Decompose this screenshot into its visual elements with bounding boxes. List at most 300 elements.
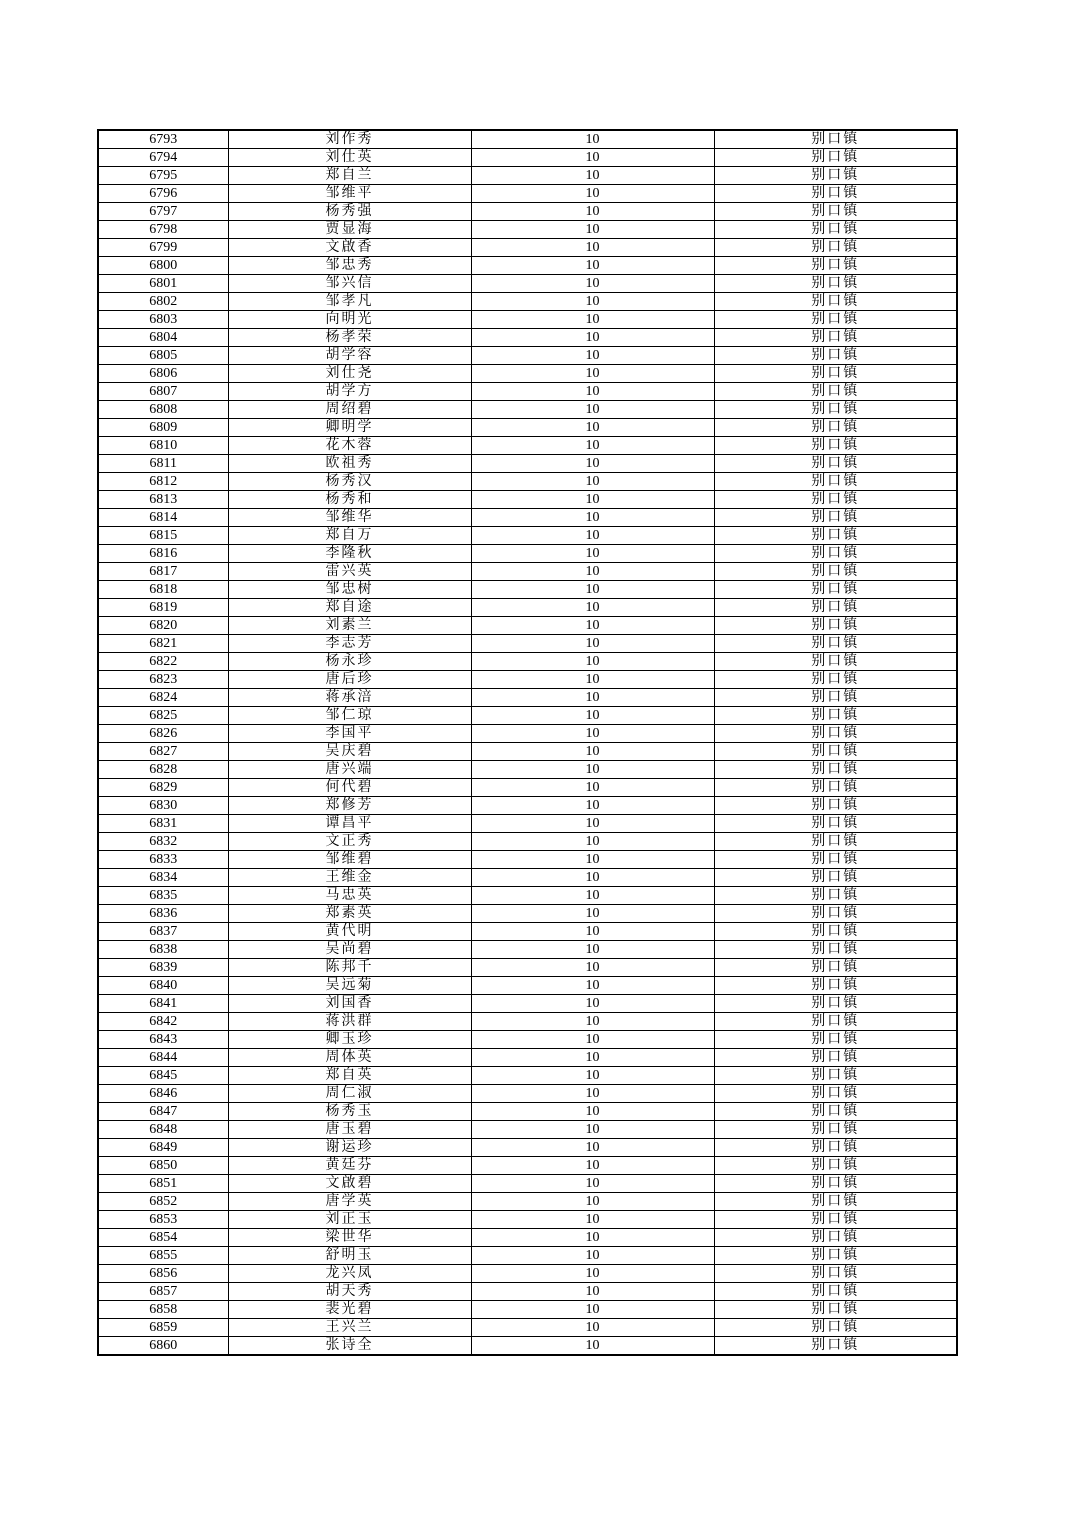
table-row (98, 1013, 957, 1031)
person-name-cell: 龙兴凤 (228, 1265, 471, 1283)
town-cell: 别口镇 (714, 437, 957, 455)
town-cell: 别口镇 (714, 581, 957, 599)
row-number-cell: 6833 (98, 851, 228, 869)
amount-cell: 10 (471, 527, 714, 545)
row-number-cell: 6858 (98, 1301, 228, 1319)
row-number-cell: 6816 (98, 545, 228, 563)
person-name-cell: 黄代明 (228, 923, 471, 941)
person-name-cell: 蒋承涪 (228, 689, 471, 707)
table-row (98, 293, 957, 311)
row-number-cell: 6807 (98, 383, 228, 401)
row-number-cell: 6829 (98, 779, 228, 797)
town-cell: 别口镇 (714, 905, 957, 923)
amount-cell: 10 (471, 743, 714, 761)
town-cell: 别口镇 (714, 491, 957, 509)
person-name-cell: 唐后珍 (228, 671, 471, 689)
amount-cell: 10 (471, 130, 714, 149)
row-number-cell: 6823 (98, 671, 228, 689)
town-cell: 别口镇 (714, 1103, 957, 1121)
table-row (98, 1121, 957, 1139)
row-number-cell: 6860 (98, 1337, 228, 1356)
row-number-cell: 6851 (98, 1175, 228, 1193)
person-name-cell: 文啟碧 (228, 1175, 471, 1193)
person-name-cell: 王维金 (228, 869, 471, 887)
person-name-cell: 郑自英 (228, 1067, 471, 1085)
amount-cell: 10 (471, 1211, 714, 1229)
row-number-cell: 6806 (98, 365, 228, 383)
amount-cell: 10 (471, 617, 714, 635)
row-number-cell: 6801 (98, 275, 228, 293)
town-cell: 别口镇 (714, 689, 957, 707)
town-cell: 别口镇 (714, 995, 957, 1013)
row-number-cell: 6822 (98, 653, 228, 671)
table-row (98, 509, 957, 527)
table-row (98, 563, 957, 581)
table-row (98, 527, 957, 545)
person-name-cell: 胡学容 (228, 347, 471, 365)
amount-cell: 10 (471, 491, 714, 509)
town-cell: 别口镇 (714, 401, 957, 419)
row-number-cell: 6844 (98, 1049, 228, 1067)
amount-cell: 10 (471, 167, 714, 185)
amount-cell: 10 (471, 1013, 714, 1031)
row-number-cell: 6804 (98, 329, 228, 347)
amount-cell: 10 (471, 635, 714, 653)
table-row (98, 1211, 957, 1229)
row-number-cell: 6842 (98, 1013, 228, 1031)
table-row (98, 743, 957, 761)
row-number-cell: 6808 (98, 401, 228, 419)
town-cell: 别口镇 (714, 599, 957, 617)
table-row (98, 833, 957, 851)
person-name-cell: 邹维碧 (228, 851, 471, 869)
town-cell: 别口镇 (714, 383, 957, 401)
town-cell: 别口镇 (714, 365, 957, 383)
table-row (98, 185, 957, 203)
table-row (98, 851, 957, 869)
amount-cell: 10 (471, 995, 714, 1013)
person-name-cell: 雷兴英 (228, 563, 471, 581)
row-number-cell: 6800 (98, 257, 228, 275)
person-name-cell: 胡天秀 (228, 1283, 471, 1301)
person-name-cell: 邹维平 (228, 185, 471, 203)
table-row (98, 401, 957, 419)
amount-cell: 10 (471, 1121, 714, 1139)
table-row (98, 941, 957, 959)
row-number-cell: 6839 (98, 959, 228, 977)
amount-cell: 10 (471, 1283, 714, 1301)
table-row (98, 689, 957, 707)
town-cell: 别口镇 (714, 1301, 957, 1319)
town-cell: 别口镇 (714, 257, 957, 275)
table-row (98, 671, 957, 689)
amount-cell: 10 (471, 689, 714, 707)
amount-cell: 10 (471, 1319, 714, 1337)
table-row (98, 473, 957, 491)
row-number-cell: 6835 (98, 887, 228, 905)
town-cell: 别口镇 (714, 653, 957, 671)
table-row (98, 1265, 957, 1283)
amount-cell: 10 (471, 1301, 714, 1319)
table-row (98, 257, 957, 275)
town-cell: 别口镇 (714, 1121, 957, 1139)
amount-cell: 10 (471, 725, 714, 743)
amount-cell: 10 (471, 1175, 714, 1193)
town-cell: 别口镇 (714, 455, 957, 473)
amount-cell: 10 (471, 365, 714, 383)
town-cell: 别口镇 (714, 869, 957, 887)
person-name-cell: 李志芳 (228, 635, 471, 653)
town-cell: 别口镇 (714, 959, 957, 977)
row-number-cell: 6821 (98, 635, 228, 653)
town-cell: 别口镇 (714, 1175, 957, 1193)
row-number-cell: 6831 (98, 815, 228, 833)
amount-cell: 10 (471, 959, 714, 977)
town-cell: 别口镇 (714, 815, 957, 833)
person-name-cell: 卿玉珍 (228, 1031, 471, 1049)
person-name-cell: 刘仕尧 (228, 365, 471, 383)
row-number-cell: 6841 (98, 995, 228, 1013)
town-cell: 别口镇 (714, 761, 957, 779)
amount-cell: 10 (471, 1085, 714, 1103)
amount-cell: 10 (471, 347, 714, 365)
amount-cell: 10 (471, 545, 714, 563)
amount-cell: 10 (471, 149, 714, 167)
person-name-cell: 李国平 (228, 725, 471, 743)
person-name-cell: 杨秀强 (228, 203, 471, 221)
amount-cell: 10 (471, 599, 714, 617)
amount-cell: 10 (471, 311, 714, 329)
person-name-cell: 梁世华 (228, 1229, 471, 1247)
person-name-cell: 刘素兰 (228, 617, 471, 635)
amount-cell: 10 (471, 239, 714, 257)
table-row (98, 329, 957, 347)
row-number-cell: 6843 (98, 1031, 228, 1049)
row-number-cell: 6810 (98, 437, 228, 455)
row-number-cell: 6802 (98, 293, 228, 311)
row-number-cell: 6794 (98, 149, 228, 167)
table-row (98, 599, 957, 617)
person-name-cell: 吴庆碧 (228, 743, 471, 761)
amount-cell: 10 (471, 509, 714, 527)
amount-cell: 10 (471, 383, 714, 401)
person-name-cell: 蒋洪群 (228, 1013, 471, 1031)
town-cell: 别口镇 (714, 167, 957, 185)
row-number-cell: 6849 (98, 1139, 228, 1157)
person-name-cell: 舒明玉 (228, 1247, 471, 1265)
person-name-cell: 何代碧 (228, 779, 471, 797)
town-cell: 别口镇 (714, 1265, 957, 1283)
town-cell: 别口镇 (714, 743, 957, 761)
table-row (98, 1283, 957, 1301)
row-number-cell: 6824 (98, 689, 228, 707)
person-name-cell: 裴光碧 (228, 1301, 471, 1319)
roster-table (97, 129, 958, 1356)
town-cell: 别口镇 (714, 707, 957, 725)
person-name-cell: 文啟香 (228, 239, 471, 257)
town-cell: 别口镇 (714, 887, 957, 905)
table-row (98, 959, 957, 977)
town-cell: 别口镇 (714, 527, 957, 545)
person-name-cell: 刘国香 (228, 995, 471, 1013)
person-name-cell: 张诗全 (228, 1337, 471, 1356)
row-number-cell: 6813 (98, 491, 228, 509)
amount-cell: 10 (471, 1337, 714, 1356)
town-cell: 别口镇 (714, 545, 957, 563)
row-number-cell: 6854 (98, 1229, 228, 1247)
row-number-cell: 6840 (98, 977, 228, 995)
roster-table-body (98, 130, 957, 1355)
table-row (98, 761, 957, 779)
amount-cell: 10 (471, 941, 714, 959)
town-cell: 别口镇 (714, 149, 957, 167)
table-row (98, 977, 957, 995)
table-row (98, 635, 957, 653)
table-row (98, 887, 957, 905)
town-cell: 别口镇 (714, 130, 957, 149)
amount-cell: 10 (471, 671, 714, 689)
town-cell: 别口镇 (714, 203, 957, 221)
person-name-cell: 邹孝凡 (228, 293, 471, 311)
town-cell: 别口镇 (714, 221, 957, 239)
row-number-cell: 6856 (98, 1265, 228, 1283)
table-row (98, 149, 957, 167)
town-cell: 别口镇 (714, 833, 957, 851)
table-row (98, 275, 957, 293)
town-cell: 别口镇 (714, 419, 957, 437)
person-name-cell: 欧祖秀 (228, 455, 471, 473)
person-name-cell: 唐兴端 (228, 761, 471, 779)
person-name-cell: 文正秀 (228, 833, 471, 851)
table-row (98, 1031, 957, 1049)
person-name-cell: 唐学英 (228, 1193, 471, 1211)
town-cell: 别口镇 (714, 1283, 957, 1301)
person-name-cell: 郑自途 (228, 599, 471, 617)
row-number-cell: 6828 (98, 761, 228, 779)
table-row (98, 725, 957, 743)
town-cell: 别口镇 (714, 473, 957, 491)
town-cell: 别口镇 (714, 275, 957, 293)
person-name-cell: 向明光 (228, 311, 471, 329)
person-name-cell: 胡学方 (228, 383, 471, 401)
table-row (98, 1085, 957, 1103)
table-row (98, 239, 957, 257)
amount-cell: 10 (471, 1049, 714, 1067)
town-cell: 别口镇 (714, 1139, 957, 1157)
person-name-cell: 郑自兰 (228, 167, 471, 185)
amount-cell: 10 (471, 1247, 714, 1265)
person-name-cell: 吴尚碧 (228, 941, 471, 959)
amount-cell: 10 (471, 1103, 714, 1121)
town-cell: 别口镇 (714, 941, 957, 959)
table-row (98, 797, 957, 815)
town-cell: 别口镇 (714, 977, 957, 995)
person-name-cell: 陈邦千 (228, 959, 471, 977)
person-name-cell: 黄廷芬 (228, 1157, 471, 1175)
person-name-cell: 吴远菊 (228, 977, 471, 995)
town-cell: 别口镇 (714, 1049, 957, 1067)
amount-cell: 10 (471, 1067, 714, 1085)
table-row (98, 653, 957, 671)
amount-cell: 10 (471, 815, 714, 833)
person-name-cell: 郑自万 (228, 527, 471, 545)
table-row (98, 1103, 957, 1121)
town-cell: 别口镇 (714, 1031, 957, 1049)
person-name-cell: 花木蓉 (228, 437, 471, 455)
table-row (98, 1049, 957, 1067)
amount-cell: 10 (471, 887, 714, 905)
amount-cell: 10 (471, 257, 714, 275)
amount-cell: 10 (471, 581, 714, 599)
amount-cell: 10 (471, 329, 714, 347)
town-cell: 别口镇 (714, 1157, 957, 1175)
person-name-cell: 郑素英 (228, 905, 471, 923)
town-cell: 别口镇 (714, 239, 957, 257)
table-row (98, 1319, 957, 1337)
town-cell: 别口镇 (714, 311, 957, 329)
town-cell: 别口镇 (714, 725, 957, 743)
amount-cell: 10 (471, 185, 714, 203)
table-row (98, 1337, 957, 1356)
row-number-cell: 6853 (98, 1211, 228, 1229)
row-number-cell: 6857 (98, 1283, 228, 1301)
person-name-cell: 刘作秀 (228, 130, 471, 149)
row-number-cell: 6825 (98, 707, 228, 725)
table-row (98, 581, 957, 599)
table-row (98, 221, 957, 239)
town-cell: 别口镇 (714, 329, 957, 347)
row-number-cell: 6793 (98, 130, 228, 149)
table-row (98, 491, 957, 509)
town-cell: 别口镇 (714, 923, 957, 941)
person-name-cell: 刘仕英 (228, 149, 471, 167)
row-number-cell: 6827 (98, 743, 228, 761)
town-cell: 别口镇 (714, 1337, 957, 1356)
row-number-cell: 6799 (98, 239, 228, 257)
row-number-cell: 6846 (98, 1085, 228, 1103)
person-name-cell: 邹忠树 (228, 581, 471, 599)
town-cell: 别口镇 (714, 1067, 957, 1085)
amount-cell: 10 (471, 1193, 714, 1211)
amount-cell: 10 (471, 419, 714, 437)
person-name-cell: 杨秀玉 (228, 1103, 471, 1121)
person-name-cell: 杨孝荣 (228, 329, 471, 347)
person-name-cell: 杨永珍 (228, 653, 471, 671)
person-name-cell: 杨秀汉 (228, 473, 471, 491)
row-number-cell: 6826 (98, 725, 228, 743)
amount-cell: 10 (471, 851, 714, 869)
table-row (98, 365, 957, 383)
row-number-cell: 6797 (98, 203, 228, 221)
table-row (98, 203, 957, 221)
amount-cell: 10 (471, 563, 714, 581)
town-cell: 别口镇 (714, 671, 957, 689)
row-number-cell: 6798 (98, 221, 228, 239)
person-name-cell: 谢运珍 (228, 1139, 471, 1157)
person-name-cell: 谭昌平 (228, 815, 471, 833)
town-cell: 别口镇 (714, 617, 957, 635)
row-number-cell: 6817 (98, 563, 228, 581)
row-number-cell: 6832 (98, 833, 228, 851)
row-number-cell: 6796 (98, 185, 228, 203)
person-name-cell: 邹兴信 (228, 275, 471, 293)
table-row (98, 707, 957, 725)
person-name-cell: 周绍碧 (228, 401, 471, 419)
person-name-cell: 邹忠秀 (228, 257, 471, 275)
row-number-cell: 6847 (98, 1103, 228, 1121)
town-cell: 别口镇 (714, 185, 957, 203)
person-name-cell: 郑修芳 (228, 797, 471, 815)
row-number-cell: 6859 (98, 1319, 228, 1337)
table-row (98, 130, 957, 149)
table-row (98, 1139, 957, 1157)
amount-cell: 10 (471, 977, 714, 995)
amount-cell: 10 (471, 437, 714, 455)
town-cell: 别口镇 (714, 293, 957, 311)
town-cell: 别口镇 (714, 1085, 957, 1103)
row-number-cell: 6845 (98, 1067, 228, 1085)
person-name-cell: 邹维华 (228, 509, 471, 527)
amount-cell: 10 (471, 797, 714, 815)
town-cell: 别口镇 (714, 851, 957, 869)
table-row (98, 383, 957, 401)
amount-cell: 10 (471, 1229, 714, 1247)
row-number-cell: 6830 (98, 797, 228, 815)
table-row (98, 869, 957, 887)
town-cell: 别口镇 (714, 1211, 957, 1229)
person-name-cell: 马忠英 (228, 887, 471, 905)
table-row (98, 437, 957, 455)
table-row (98, 347, 957, 365)
row-number-cell: 6803 (98, 311, 228, 329)
amount-cell: 10 (471, 1031, 714, 1049)
table-row (98, 1229, 957, 1247)
amount-cell: 10 (471, 473, 714, 491)
table-row (98, 905, 957, 923)
person-name-cell: 贾显海 (228, 221, 471, 239)
amount-cell: 10 (471, 1157, 714, 1175)
table-row (98, 1157, 957, 1175)
table-row (98, 545, 957, 563)
person-name-cell: 周体英 (228, 1049, 471, 1067)
row-number-cell: 6848 (98, 1121, 228, 1139)
table-row (98, 617, 957, 635)
person-name-cell: 刘正玉 (228, 1211, 471, 1229)
amount-cell: 10 (471, 275, 714, 293)
town-cell: 别口镇 (714, 563, 957, 581)
person-name-cell: 唐玉碧 (228, 1121, 471, 1139)
table-row (98, 455, 957, 473)
amount-cell: 10 (471, 293, 714, 311)
amount-cell: 10 (471, 707, 714, 725)
row-number-cell: 6837 (98, 923, 228, 941)
table-row (98, 1175, 957, 1193)
table-row (98, 1247, 957, 1265)
amount-cell: 10 (471, 869, 714, 887)
row-number-cell: 6818 (98, 581, 228, 599)
town-cell: 别口镇 (714, 1013, 957, 1031)
amount-cell: 10 (471, 455, 714, 473)
amount-cell: 10 (471, 779, 714, 797)
amount-cell: 10 (471, 203, 714, 221)
table-row (98, 779, 957, 797)
table-row (98, 419, 957, 437)
town-cell: 别口镇 (714, 1229, 957, 1247)
person-name-cell: 王兴兰 (228, 1319, 471, 1337)
amount-cell: 10 (471, 1265, 714, 1283)
town-cell: 别口镇 (714, 509, 957, 527)
person-name-cell: 邹仁琼 (228, 707, 471, 725)
